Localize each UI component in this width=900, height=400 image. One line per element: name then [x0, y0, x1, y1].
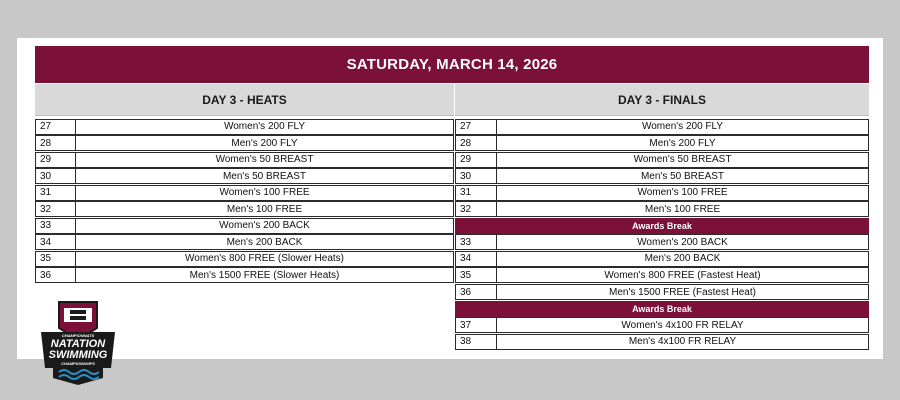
table-row — [455, 234, 869, 250]
event-name: Women's 50 BREAST — [75, 152, 454, 168]
event-number: 33 — [455, 234, 496, 250]
event-number: 28 — [455, 135, 496, 151]
event-name: Women's 50 BREAST — [496, 152, 869, 168]
finals-table — [455, 116, 869, 350]
table-row — [35, 185, 454, 201]
event-name: Men's 200 FLY — [75, 135, 454, 151]
event-name: Women's 200 BACK — [75, 218, 454, 234]
table-row — [35, 119, 454, 135]
event-number: 34 — [455, 251, 496, 267]
championship-logo — [37, 298, 119, 386]
event-name: Men's 200 FLY — [496, 135, 869, 151]
event-number: 27 — [455, 119, 496, 135]
finals-header: DAY 3 - FINALS — [455, 84, 869, 116]
event-number: 29 — [455, 152, 496, 168]
event-number: 36 — [455, 284, 496, 300]
table-row — [455, 317, 869, 333]
event-name: Men's 100 FREE — [75, 201, 454, 217]
event-name: Men's 1500 FREE (Slower Heats) — [75, 267, 454, 283]
event-name: Women's 100 FREE — [75, 185, 454, 201]
table-row — [455, 334, 869, 350]
finals-column — [455, 84, 869, 350]
event-number: 34 — [35, 234, 75, 250]
event-name: Men's 50 BREAST — [75, 168, 454, 184]
logo-line-3: SWIMMING — [48, 349, 108, 361]
table-row — [35, 218, 454, 234]
table-row — [455, 168, 869, 184]
table-row — [35, 168, 454, 184]
date-banner: SATURDAY, MARCH 14, 2026 — [35, 46, 869, 83]
logo-line-2: NATATION — [50, 338, 106, 350]
event-number: 35 — [35, 251, 75, 267]
heats-table — [35, 116, 454, 283]
table-row — [35, 267, 454, 283]
event-number: 29 — [35, 152, 75, 168]
event-number: 32 — [35, 201, 75, 217]
event-name: Women's 800 FREE (Slower Heats) — [75, 251, 454, 267]
table-row — [35, 234, 454, 250]
table-row — [455, 267, 869, 283]
event-number: 27 — [35, 119, 75, 135]
logo-line-4: CHAMPIONSHIPS — [61, 361, 95, 366]
table-row — [35, 251, 454, 267]
logo-line-1: CHAMPIONNATS — [61, 333, 95, 338]
table-row — [455, 119, 869, 135]
event-name: Women's 800 FREE (Fastest Heat) — [496, 267, 869, 283]
table-row — [455, 251, 869, 267]
event-number: 33 — [35, 218, 75, 234]
event-number: 36 — [35, 267, 75, 283]
event-number: 38 — [455, 334, 496, 350]
table-row — [455, 201, 869, 217]
event-name: Women's 200 BACK — [496, 234, 869, 250]
table-row — [455, 152, 869, 168]
event-name: Men's 1500 FREE (Fastest Heat) — [496, 284, 869, 300]
heats-column — [35, 84, 454, 283]
event-number: 30 — [455, 168, 496, 184]
event-number: 35 — [455, 267, 496, 283]
event-number: 31 — [455, 185, 496, 201]
event-name: Men's 200 BACK — [496, 251, 869, 267]
event-name: Women's 100 FREE — [496, 185, 869, 201]
event-name: Men's 200 BACK — [75, 234, 454, 250]
awards-break-row: Awards Break — [455, 301, 869, 317]
event-name: Men's 50 BREAST — [496, 168, 869, 184]
table-row — [455, 135, 869, 151]
awards-break-row: Awards Break — [455, 218, 869, 234]
event-name: Women's 200 FLY — [496, 119, 869, 135]
table-row — [455, 284, 869, 300]
table-row — [35, 201, 454, 217]
event-number: 37 — [455, 317, 496, 333]
table-row — [455, 185, 869, 201]
event-name: Men's 4x100 FR RELAY — [496, 334, 869, 350]
event-number: 31 — [35, 185, 75, 201]
event-number: 28 — [35, 135, 75, 151]
event-name: Men's 100 FREE — [496, 201, 869, 217]
event-name: Women's 4x100 FR RELAY — [496, 317, 869, 333]
schedule-card — [17, 38, 883, 359]
event-name: Women's 200 FLY — [75, 119, 454, 135]
heats-header: DAY 3 - HEATS — [35, 84, 454, 116]
table-row — [35, 135, 454, 151]
event-number: 32 — [455, 201, 496, 217]
event-number: 30 — [35, 168, 75, 184]
table-row — [35, 152, 454, 168]
